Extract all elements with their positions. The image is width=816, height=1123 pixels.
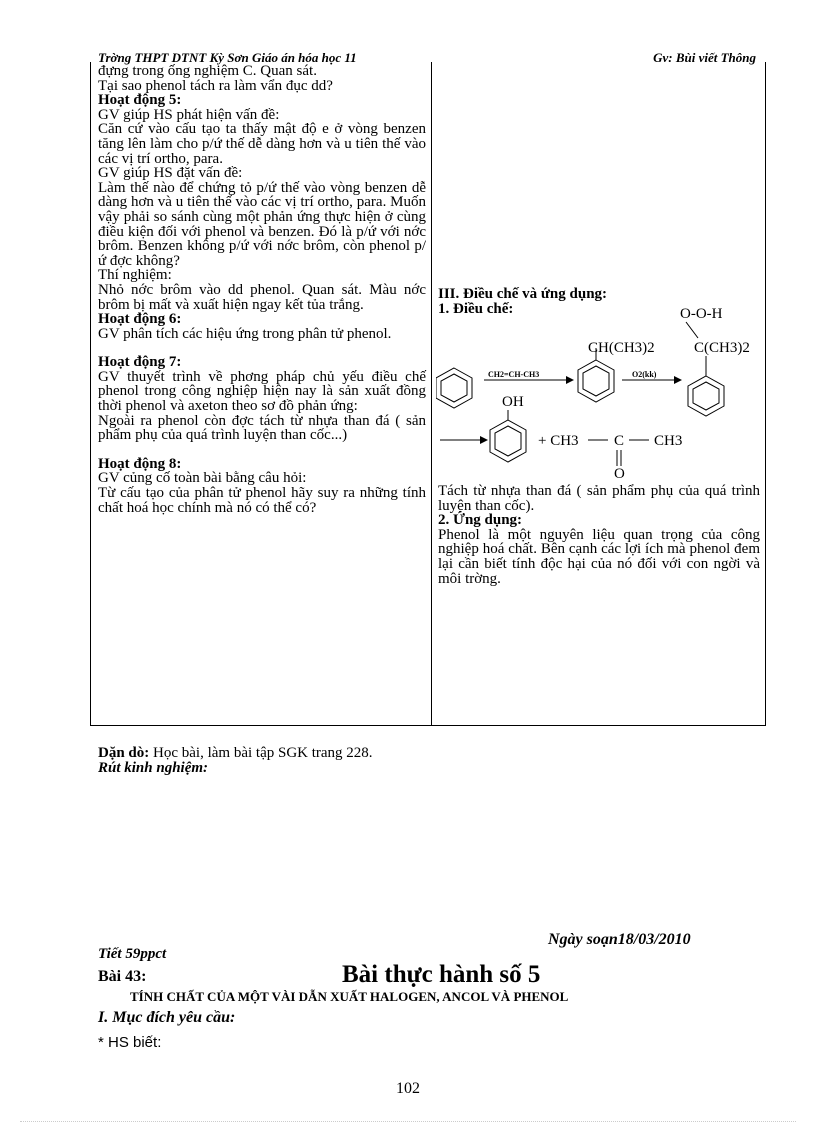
left-paragraph: GV phân tích các hiệu ứng trong phân tử phenol. [98,325,392,342]
hs-biet: * HS biết: [98,1034,162,1051]
reaction-scheme [436,300,766,480]
section-title: III. Điều chế và ứng dụng: [438,286,608,302]
left-paragraph: GV củng cố toàn bài bằng câu hỏi: [98,470,307,487]
spacer [98,443,426,457]
left-paragraph: Căn cứ vào cấu tạo ta thấy mật độ e ở vòng benzen tăng lên làm cho p/ứ thế dễ dàng hơn và u tiên thế vào các vị trí ortho, para. [98,121,426,167]
acetone-ch3: CH3 [654,433,683,449]
muc-dich-heading: I. Mục đích yêu cầu: [98,1009,236,1026]
subsection-dieu-che: 1. Điều chế: [438,300,514,317]
phenol-oh-label: OH [502,394,524,410]
activity-heading: Hoạt động 8: [98,455,182,472]
column-divider [431,62,432,726]
arrow-3 [440,436,488,444]
left-paragraph: GV giúp HS phát hiện vấn đề: [98,106,280,123]
left-column [98,64,426,515]
arrow-2 [622,370,682,384]
header-left: Trờng THPT DTNT Kỳ Sơn Giáo án hóa học 11 [98,50,357,65]
footer-notes [98,746,373,776]
page-edge [20,1121,796,1122]
arrow-2-label: O2(kk) [632,370,657,379]
activity-heading: Hoạt động 6: [98,311,182,328]
bai-number: Bài 43: [98,968,147,985]
left-paragraph: Ngoài ra phenol còn đợc tách từ nhựa than đá ( sản phẩm phụ của quá trình luyện than cốc...) [98,412,426,444]
left-paragraph: Nhỏ nớc brôm vào dd phenol. Quan sát. Màu nớc brôm bị mất và xuất hiện ngay kết tủa trắng. [98,281,426,313]
acetone-plus: + CH3 [538,433,579,449]
cumene-label: CH(CH3)2 [588,340,655,356]
acetone-c: C [614,433,625,449]
hydroperoxide-top: O-O-H [680,306,723,322]
benzene-ring-icon [436,368,472,408]
acetone-o: O [614,466,625,480]
hydroperoxide-ring-icon [688,356,724,416]
subsection-ung-dung: 2. Ứng dụng: [438,512,523,529]
arrow-1 [484,370,574,384]
dan-do-label: Dặn dò: [98,745,150,761]
activity-heading: Hoạt động 7: [98,354,182,371]
arrow-1-label: CH2=CH-CH3 [488,370,540,379]
phenol-ring-icon [490,410,526,462]
hydroperoxide-group: C(CH3)2 [694,340,750,356]
spacer [98,341,426,355]
left-paragraph: Thí nghiệm: [98,267,172,284]
left-paragraph: Từ cấu tạo của phân tử phenol hãy suy ra những tính chất hoá học chính mà nó có thể có? [98,485,426,516]
page-number: 102 [396,1080,420,1097]
left-paragraph: GV thuyết trình về phơng pháp chủ yếu điều chế phenol trong công nghiệp hiện nay là sản xuất đồng thời phenol và axeton theo sơ đồ phản ứng: [98,368,426,415]
cumene-ring-icon [578,348,614,402]
left-paragraph: Làm thế nào để chứng tỏ p/ứ thế vào vòng benzen dễ dàng hơn và u tiên thế vào các vị trí ortho, para. Muốn vậy phải so sánh cùng một phản ứng thực hiện ở cùng điều kiện đối với phenol và benzen. Đó là p/ứ với nớc brôm. Benzen không p/ứ với nớc brôm, còn phenol p/ứ đợc không? [98,179,426,269]
right-column-bottom [438,484,760,586]
tiet-label: Tiết 59ppct [98,946,167,962]
header-right: Gv: Bùi viết Thông [653,50,756,65]
dieu-che-paragraph: Tách từ nhựa than đá ( sản phẩm phụ của quá trình luyện than cốc). [438,483,760,514]
ngay-soan: Ngày soạn18/03/2010 [548,931,691,948]
left-paragraph: đựng trong ống nghiệm C. Quan sát. [98,63,317,79]
lesson-subtitle: TÍNH CHẤT CỦA MỘT VÀI DẪN XUẤT HALOGEN, ANCOL VÀ PHENOL [130,989,569,1004]
left-paragraph: GV giúp HS đặt vấn đề: [98,165,243,182]
dan-do-text: Học bài, làm bài tập SGK trang 228. [149,745,373,761]
ung-dung-paragraph: Phenol là một nguyên liệu quan trọng của công nghiệp hoá chất. Bên cạnh các lợi ích mà phenol đem lại cần biết tính độc hại của nó đối với con ngời và môi trờng. [438,526,760,587]
left-paragraph: Tại sao phenol tách ra làm vẩn đục dd? [98,77,333,94]
activity-heading: Hoạt động 5: [98,92,182,109]
dan-do [98,746,373,761]
rut-kinh-nghiem: Rút kinh nghiệm: [98,760,209,776]
lesson-title: Bài thực hành số 5 [342,961,541,988]
